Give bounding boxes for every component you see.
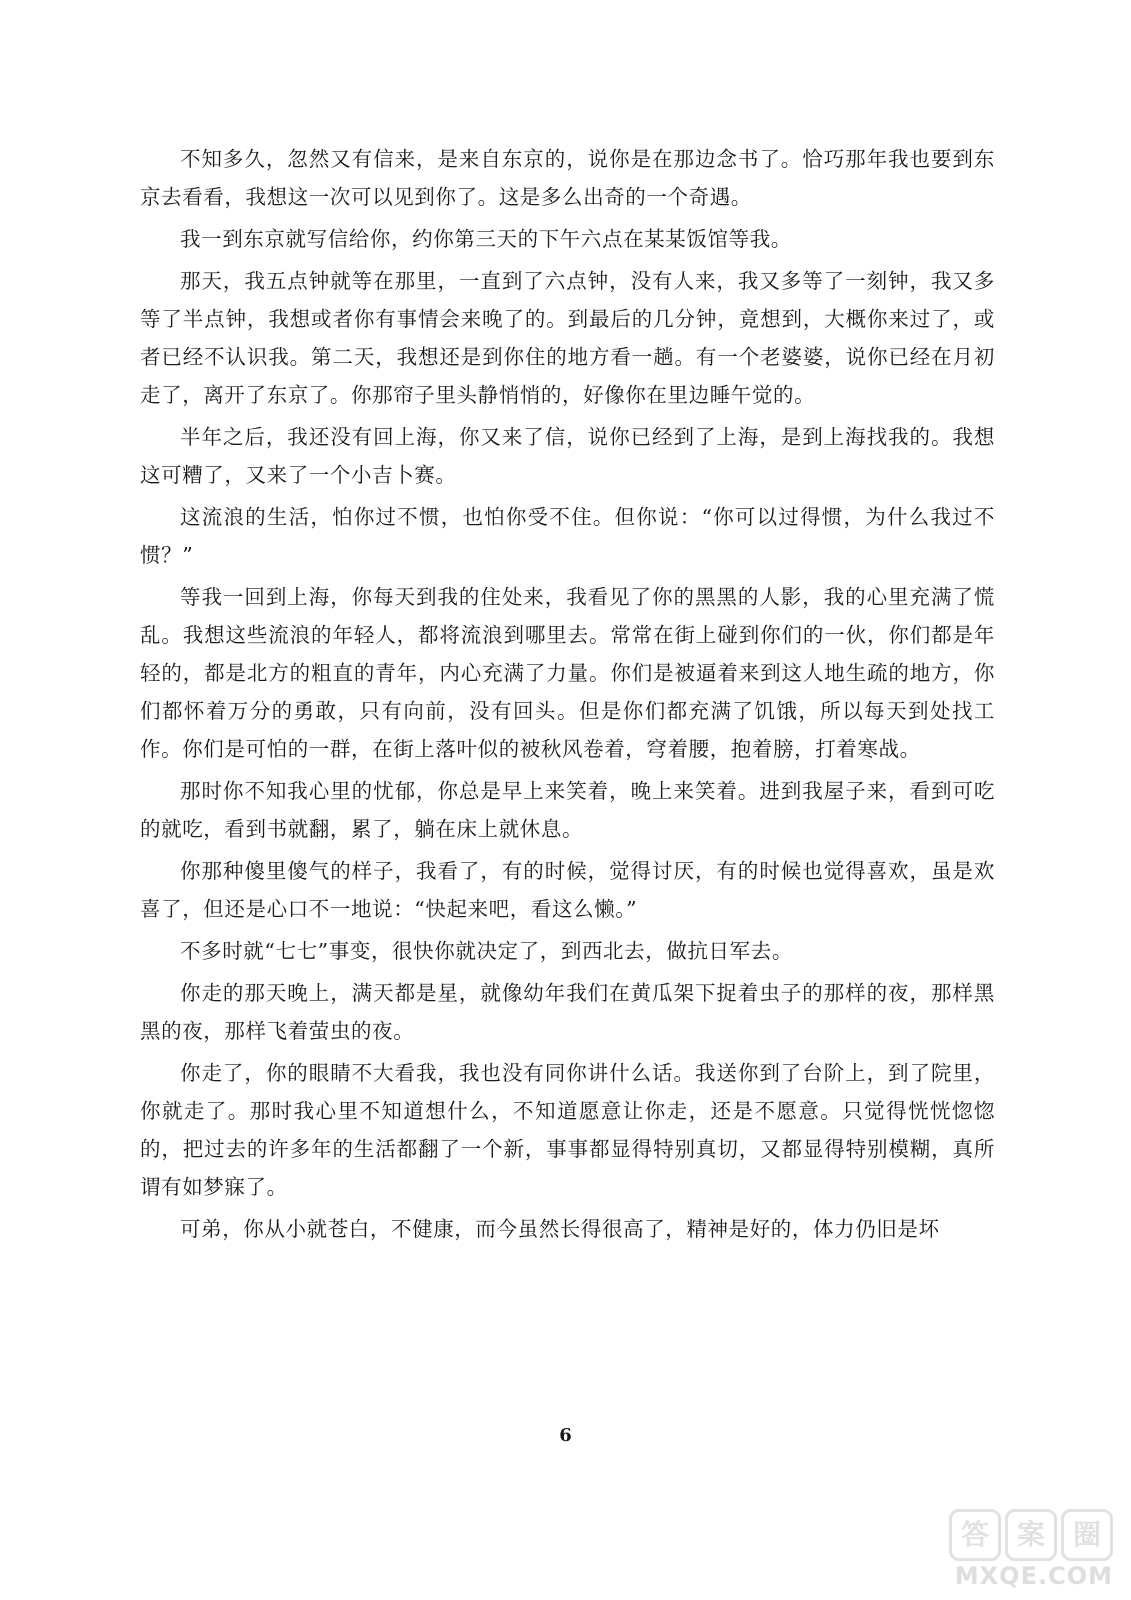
watermark-char-3: 圈 <box>1061 1509 1113 1561</box>
paragraph-2: 我一到东京就写信给你，约你第三天的下午六点在某某饭馆等我。 <box>180 227 792 251</box>
paragraph-10: 你走的那天晚上，满天都是星，就像幼年我们在黄瓜架下捉着虫子的那样的夜，那样黑黑的夜，那样飞着萤虫的夜。 <box>140 981 995 1043</box>
paragraph-11: 你走了，你的眼睛不大看我，我也没有同你讲什么话。我送你到了台阶上，到了院里，你就走了。那时我心里不知道想什么，不知道愿意让你走，还是不愿意。只觉得恍恍惚惚的，把过去的许多年的生活都翻了一个新，事事都显得特别真切，又都显得特别模糊，真所谓有如梦寐了。 <box>140 1061 995 1199</box>
watermark-site: MXQE.COM <box>954 1562 1113 1590</box>
paragraph-9: 不多时就“七七”事变，很快你就决定了，到西北去，做抗日军去。 <box>180 939 793 963</box>
watermark-logo <box>943 1510 1113 1590</box>
paragraph-5: 这流浪的生活，怕你过不惯，也怕你受不住。但你说：“你可以过得惯，为什么我过不惯？” <box>140 505 995 567</box>
page-number: 6 <box>559 1425 572 1446</box>
paragraph-6: 等我一回到上海，你每天到我的住处来，我看见了你的黑黑的人影，我的心里充满了慌乱。我想这些流浪的年轻人，都将流浪到哪里去。常常在街上碰到你们的一伙，你们都是年轻的，都是北方的粗直的青年，内心充满了力量。你们是被逼着来到这人地生疏的地方，你们都怀着万分的勇敢，只有向前，没有回头。但是你们都充满了饥饿，所以每天到处找工作。你们是可怕的一群，在街上落叶似的被秋风卷着，穹着腰，抱着膀，打着寒战。 <box>140 585 995 761</box>
paragraph-7: 那时你不知我心里的忧郁，你总是早上来笑着，晚上来笑着。进到我屋子来，看到可吃的就吃，看到书就翻，累了，躺在床上就休息。 <box>140 779 995 841</box>
paragraph-8: 你那种傻里傻气的样子，我看了，有的时候，觉得讨厌，有的时候也觉得喜欢，虽是欢喜了，但还是心口不一地说：“快起来吧，看这么懒。” <box>140 859 995 921</box>
paragraph-1: 不知多久，忽然又有信来，是来自东京的，说你是在那边念书了。恰巧那年我也要到东京去看看，我想这一次可以见到你了。这是多么出奇的一个奇遇。 <box>140 147 995 209</box>
watermark-char-1: 答 <box>949 1509 1001 1561</box>
watermark-chars <box>943 1510 1113 1560</box>
watermark-char-2: 案 <box>1005 1509 1057 1561</box>
paragraph-3: 那天，我五点钟就等在那里，一直到了六点钟，没有人来，我又多等了一刻钟，我又多等了半点钟，我想或者你有事情会来晚了的。到最后的几分钟，竟想到，大概你来过了，或者已经不认识我。第二天，我想还是到你住的地方看一趟。有一个老婆婆，说你已经在月初走了，离开了东京了。你那帘子里头静悄悄的，好像你在里边睡午觉的。 <box>140 269 995 407</box>
body-text <box>140 140 995 1252</box>
paragraph-12: 可弟，你从小就苍白，不健康，而今虽然长得很高了，精神是好的，体力仍旧是坏 <box>180 1217 940 1241</box>
paragraph-4: 半年之后，我还没有回上海，你又来了信，说你已经到了上海，是到上海找我的。我想这可糟了，又来了一个小吉卜赛。 <box>140 425 995 487</box>
